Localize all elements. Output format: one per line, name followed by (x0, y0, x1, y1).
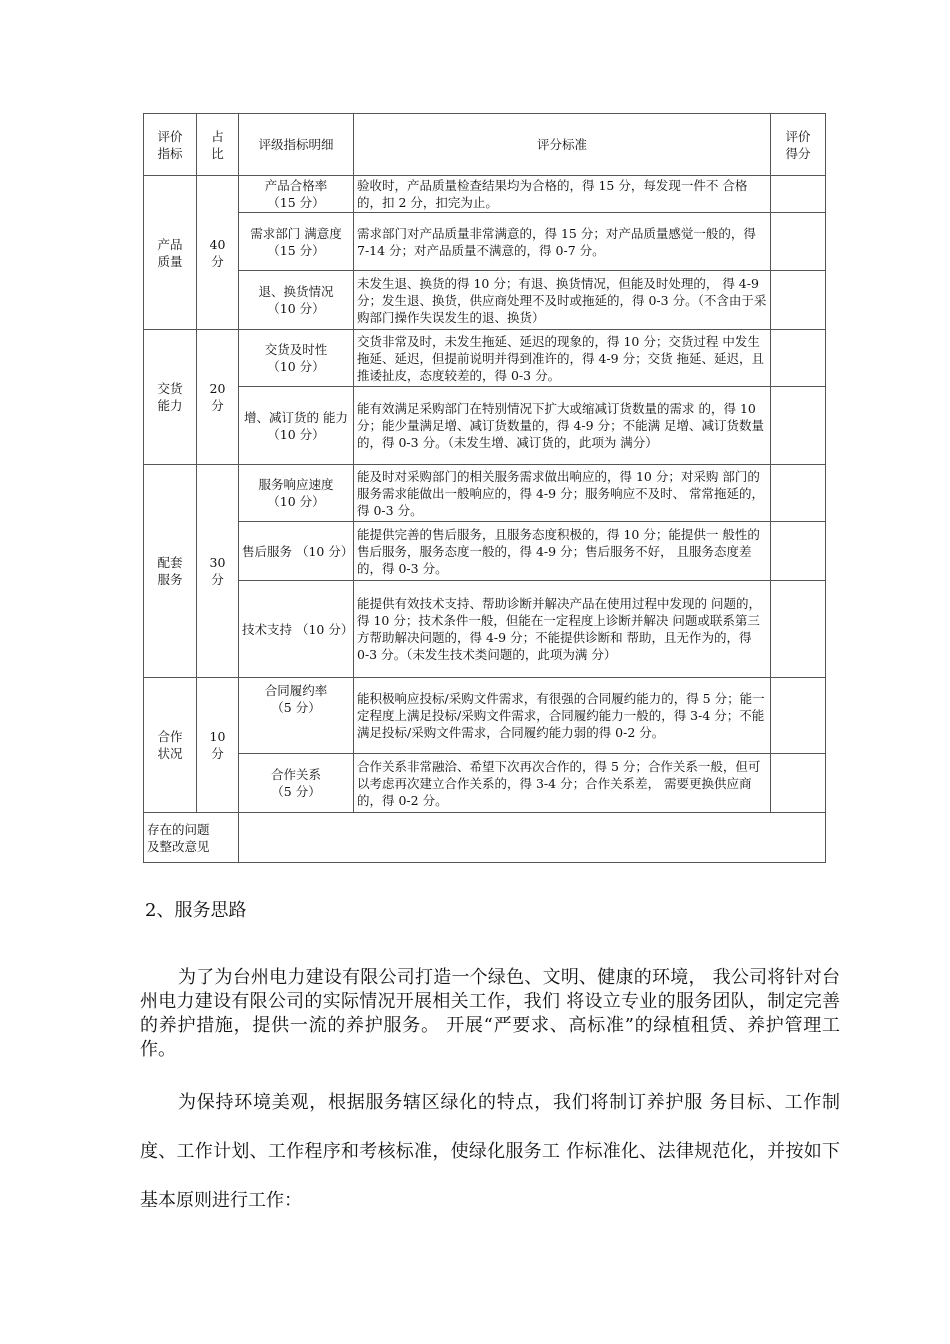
ratio-cell: 10 分 (197, 678, 239, 813)
indicator-cell: 合作 状况 (144, 678, 197, 813)
table-row (144, 330, 826, 387)
ratio-cell: 20 分 (197, 330, 239, 465)
detail-cell: 合同履约率 （5 分） (239, 678, 354, 754)
standard-cell: 交货非常及时，未发生拖延、延迟的现象的，得 10 分；交货过程 中发生拖延、延迟，但提前说明并得到准许的，得 4-9 分；交货 拖延、延迟，且推诿扯皮，态度较差的，得 0-3 分。 (354, 330, 771, 387)
standard-cell: 能及时对采购部门的相关服务需求做出响应的，得 10 分；对采购 部门的服务需求能做出一般响应的，得 4-9 分；服务响应不及时、 常常拖延的，得 0-3 分。 (354, 465, 771, 522)
header-indicator: 评价 指标 (144, 114, 197, 176)
score-cell (771, 176, 826, 213)
detail-cell: 技术支持 （10 分） (239, 581, 354, 678)
table-row (144, 678, 826, 754)
score-cell (771, 678, 826, 754)
standard-cell: 未发生退、换货的得 10 分；有退、换货情况，但能及时处理的， 得 4-9 分；发生退、换货，供应商处理不及时或拖延的，得 0-3 分。（不含由于采购部门操作失误发生的退、换货） (354, 271, 771, 330)
score-cell (771, 522, 826, 581)
table-row (144, 465, 826, 522)
paragraph-2: 为保持环境美观，根据服务辖区绿化的特点，我们将制订养护服 务目标、工作制度、工作计划、工作程序和考核标准，使绿化服务工 作标准化、法律规范化，并按如下基本原则进行工作： (140, 1092, 840, 1211)
score-cell (771, 754, 826, 813)
standard-cell: 能有效满足采购部门在特别情况下扩大或缩减订货数量的需求 的，得 10 分；能少量满足增、减订货数量的，得 4-9 分；不能满 足增、减订货数量的，得 0-3 分。（未发生增、减订货的，此项为 满分） (354, 387, 771, 465)
score-cell (771, 330, 826, 387)
standard-cell: 能积极响应投标/采购文件需求，有很强的合同履约能力的，得 5 分；能一定程度上满足投标/采购文件需求，合同履约能力一般的，得 3-4 分；不能满足投标/采购文件需求，合同履约能力弱的得 0-2 分。 (354, 678, 771, 754)
score-cell (771, 465, 826, 522)
table-row (144, 176, 826, 213)
ratio-cell: 40 分 (197, 176, 239, 330)
detail-cell: 增、减订货的 能力 （10 分） (239, 387, 354, 465)
detail-cell: 合作关系 （5 分） (239, 754, 354, 813)
detail-cell: 服务响应速度 （10 分） (239, 465, 354, 522)
header-ratio: 占 比 (197, 114, 239, 176)
standard-cell: 需求部门对产品质量非常满意的，得 15 分；对产品质量感觉一般的，得 7-14 分；对产品质量不满意的，得 0-7 分。 (354, 213, 771, 271)
score-cell (771, 581, 826, 678)
score-cell (771, 387, 826, 465)
header-standard: 评分标准 (354, 114, 771, 176)
table-header-row (144, 114, 826, 176)
header-score: 评价 得分 (771, 114, 826, 176)
score-cell (771, 271, 826, 330)
score-cell (771, 213, 826, 271)
section-heading: 2、服务思路 (145, 900, 247, 921)
detail-cell: 交货及时性 （10 分） (239, 330, 354, 387)
detail-cell: 产品合格率 （15 分） (239, 176, 354, 213)
standard-cell: 能提供完善的售后服务，且服务态度积极的，得 10 分；能提供一 般性的售后服务，服务态度一般的，得 4-9 分；售后服务不好， 且服务态度差的，得 0-3 分。 (354, 522, 771, 581)
table-row (144, 271, 826, 330)
standard-cell: 合作关系非常融洽、希望下次再次合作的，得 5 分；合作关系一般，但可以考虑再次建立合作关系的，得 3-4 分；合作关系差， 需要更换供应商的，得 0-2 分。 (354, 754, 771, 813)
indicator-cell: 产品 质量 (144, 176, 197, 330)
table-row (144, 213, 826, 271)
table-row (144, 754, 826, 813)
issues-row (144, 813, 826, 863)
table-row (144, 581, 826, 678)
table-row (144, 387, 826, 465)
paragraph-1: 为了为台州电力建设有限公司打造一个绿色、文明、健康的环境， 我公司将针对台州电力建设有限公司的实际情况开展相关工作，我们 将设立专业的服务团队，制定完善的养护措施，提供一流的养护服务。 开展“严要求、高标准”的绿植租赁、养护管理工作。 (140, 967, 840, 1060)
issues-content (239, 813, 826, 863)
header-detail: 评级指标明细 (239, 114, 354, 176)
standard-cell: 能提供有效技术支持、帮助诊断并解决产品在使用过程中发现的 问题的，得 10 分；技术条件一般，但能在一定程度上诊断并解决 问题或联系第三方帮助解决问题的，得 4-9 分；不能提供诊断和 帮助，且无作为的，得 0-3 分。（未发生技术类问题的，此项为满 分） (354, 581, 771, 678)
indicator-cell: 交货 能力 (144, 330, 197, 465)
detail-cell: 售后服务 （10 分） (239, 522, 354, 581)
table-row (144, 522, 826, 581)
standard-cell: 验收时，产品质量检查结果均为合格的，得 15 分，每发现一件不 合格的，扣 2 分，扣完为止。 (354, 176, 771, 213)
detail-cell: 需求部门 满意度 （15 分） (239, 213, 354, 271)
ratio-cell: 30 分 (197, 465, 239, 678)
evaluation-table (143, 113, 826, 863)
indicator-cell: 配套 服务 (144, 465, 197, 678)
issues-label: 存在的问题 及整改意见 (144, 813, 239, 863)
detail-cell: 退、换货情况 （10 分） (239, 271, 354, 330)
